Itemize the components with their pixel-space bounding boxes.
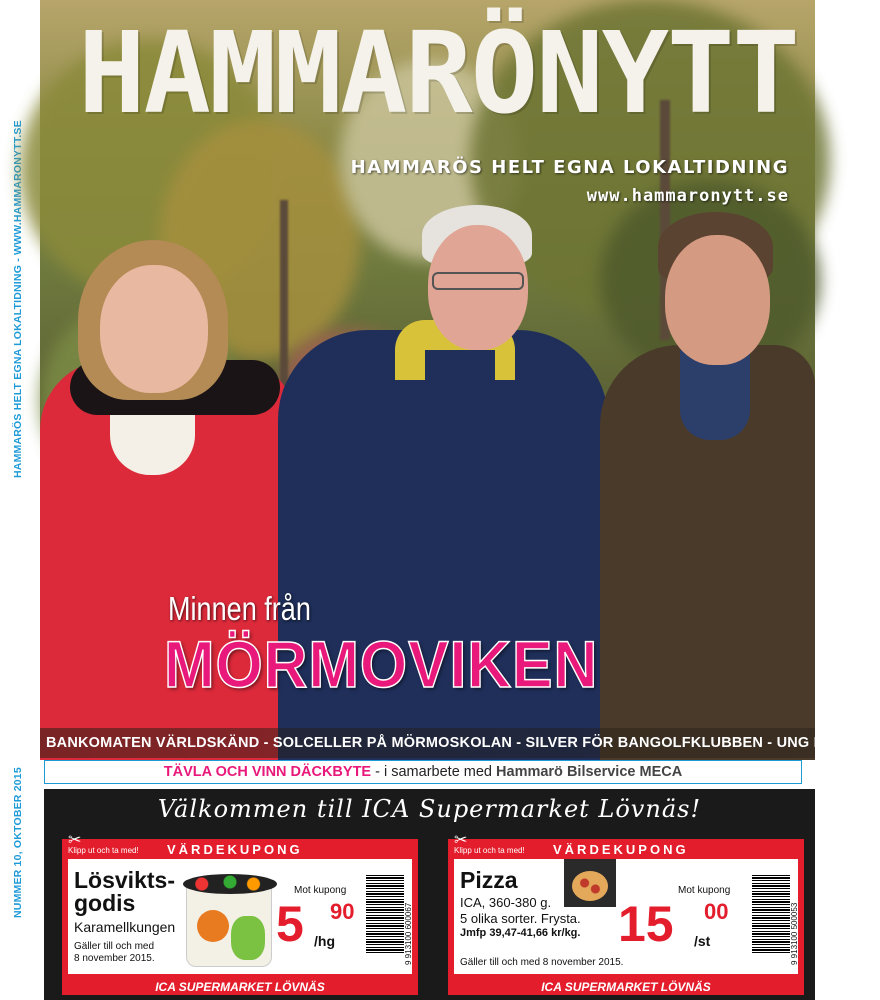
product-detail-2: 5 olika sorter. Frysta.: [460, 911, 581, 926]
product-brand: Karamellkungen: [74, 919, 176, 935]
valid-text: Gäller till och med 8 november 2015.: [460, 957, 624, 968]
coupon-body: [454, 859, 798, 974]
contest-connector: - i samarbete med: [371, 764, 497, 780]
contest-bar: [44, 760, 802, 784]
coupon-header: VÄRDEKUPONG: [167, 842, 303, 857]
price-decimals: 90: [330, 899, 355, 924]
mot-kupong: Mot kupong: [294, 885, 347, 896]
coupon-body: [68, 859, 412, 974]
scissors-icon: ✂: [68, 832, 82, 849]
coupon-pizza[interactable]: [448, 832, 804, 995]
scissors-icon: ✂: [454, 832, 468, 849]
coupon-godis[interactable]: [62, 832, 418, 995]
product-name: [74, 869, 175, 915]
masthead-tagline: HAMMARÖS HELT EGNA LOKALTIDNING: [350, 157, 789, 178]
coupon-clip-note: Klipp ut och ta med!: [454, 846, 525, 855]
product-jmfp: Jmfp 39,47-41,66 kr/kg.: [460, 927, 581, 939]
product-name-line1: Lösvikts-: [74, 867, 175, 893]
product-name-line2: godis: [74, 890, 136, 916]
masthead-title: HAMMARÖNYTT: [78, 9, 798, 139]
contest-sponsor: Hammarö Bilservice MECA: [496, 764, 683, 780]
teaser-bar: BANKOMATEN VÄRLDSKÄND - SOLCELLER PÅ MÖRMOSKOLAN - SILVER FÖR BANGOLFKLUBBEN - UNG FRAMTID: [40, 728, 815, 758]
coupon-footer: ICA SUPERMARKET LÖVNÄS: [155, 980, 325, 994]
candy-tub-image: [186, 887, 272, 967]
ica-title: Välkommen till ICA Supermarket Lövnäs!: [157, 795, 702, 823]
pizza-box-image: [564, 859, 616, 907]
headline-main: MÖRMOVIKEN: [164, 627, 599, 701]
price-unit: /st: [694, 933, 711, 949]
headline-kicker: Minnen från: [168, 590, 311, 627]
mot-kupong: Mot kupong: [678, 885, 731, 896]
coupon-header: VÄRDEKUPONG: [553, 842, 689, 857]
price-decimals: 00: [704, 899, 729, 924]
spine-tagline: HAMMARÖS HELT EGNA LOKALTIDNING - WWW.HAMMARONYTT.SE: [12, 120, 24, 478]
price-integer: 15: [618, 896, 674, 952]
coupon-footer: ICA SUPERMARKET LÖVNÄS: [541, 980, 711, 994]
barcode: [366, 875, 404, 953]
price-integer: 5: [276, 896, 304, 952]
cover-photo: [40, 0, 880, 760]
contest-title: TÄVLA OCH VINN DÄCKBYTE: [163, 764, 372, 780]
issue-number: NUMMER 10, OKTOBER 2015: [12, 767, 24, 918]
barcode-number: 9 913100 500053: [790, 902, 799, 965]
masthead-website[interactable]: www.hammaronytt.se: [586, 186, 789, 206]
product-name: Pizza: [460, 867, 518, 893]
price-unit: /hg: [314, 933, 335, 949]
product-detail-1: ICA, 360-380 g.: [460, 895, 552, 910]
valid-text: Gäller till och med: [74, 941, 155, 952]
coupon-clip-note: Klipp ut och ta med!: [68, 846, 139, 855]
ica-section: [44, 789, 815, 1000]
valid-date: 8 november 2015.: [74, 953, 155, 964]
barcode-number: 9 913100 600067: [404, 902, 413, 965]
barcode: [752, 875, 790, 953]
